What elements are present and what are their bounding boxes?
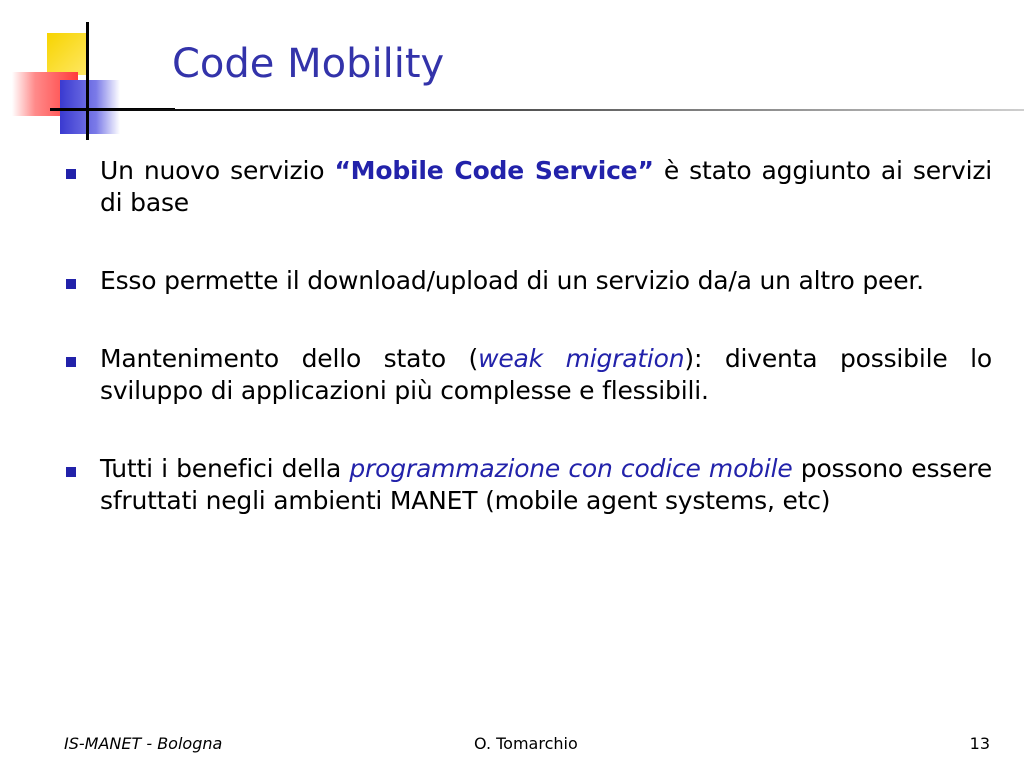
bullet-item bbox=[60, 453, 992, 517]
bullet-text-segment: possono essere sfruttati negli ambienti MANET (mobile agent systems, etc) bbox=[100, 454, 992, 515]
bullet-text bbox=[100, 265, 992, 297]
footer-event: IS-MANET - Bologna bbox=[64, 734, 223, 753]
square-bullet-icon bbox=[66, 169, 76, 179]
square-bullet-icon bbox=[66, 357, 76, 367]
bullet-text-segment: è stato aggiunto ai servizi di base bbox=[100, 156, 993, 217]
bullet-list bbox=[60, 155, 992, 563]
bullet-highlight-bold: “Mobile Code Service” bbox=[334, 156, 654, 185]
footer-author: O. Tomarchio bbox=[474, 734, 578, 753]
bullet-item bbox=[60, 343, 992, 407]
logo-yellow-square bbox=[47, 33, 89, 75]
bullet-text-segment: ): diventa possibile lo sviluppo di applicazioni più complesse e flessibili. bbox=[100, 344, 992, 405]
logo-vertical-line bbox=[86, 22, 89, 140]
bullet-item bbox=[60, 265, 992, 297]
logo-blue-square bbox=[60, 80, 120, 134]
bullet-text bbox=[100, 155, 992, 219]
bullet-text bbox=[100, 343, 992, 407]
square-bullet-icon bbox=[66, 279, 76, 289]
title-divider bbox=[86, 109, 1024, 111]
footer-page-number: 13 bbox=[969, 734, 990, 753]
bullet-text-segment: Mantenimento dello stato ( bbox=[100, 344, 479, 373]
bullet-item bbox=[60, 155, 992, 219]
bullet-highlight-italic: weak migration bbox=[478, 344, 685, 373]
bullet-text bbox=[100, 453, 992, 517]
bullet-text-segment: Un nuovo servizio bbox=[100, 156, 335, 185]
slide-title: Code Mobility bbox=[172, 41, 445, 87]
bullet-text-segment: Tutti i benefici della bbox=[100, 454, 350, 483]
decorative-logo bbox=[0, 0, 170, 150]
bullet-text-segment: Esso permette il download/upload di un servizio da/a un altro peer. bbox=[100, 266, 924, 295]
bullet-highlight-italic: programmazione con codice mobile bbox=[349, 454, 793, 483]
square-bullet-icon bbox=[66, 467, 76, 477]
